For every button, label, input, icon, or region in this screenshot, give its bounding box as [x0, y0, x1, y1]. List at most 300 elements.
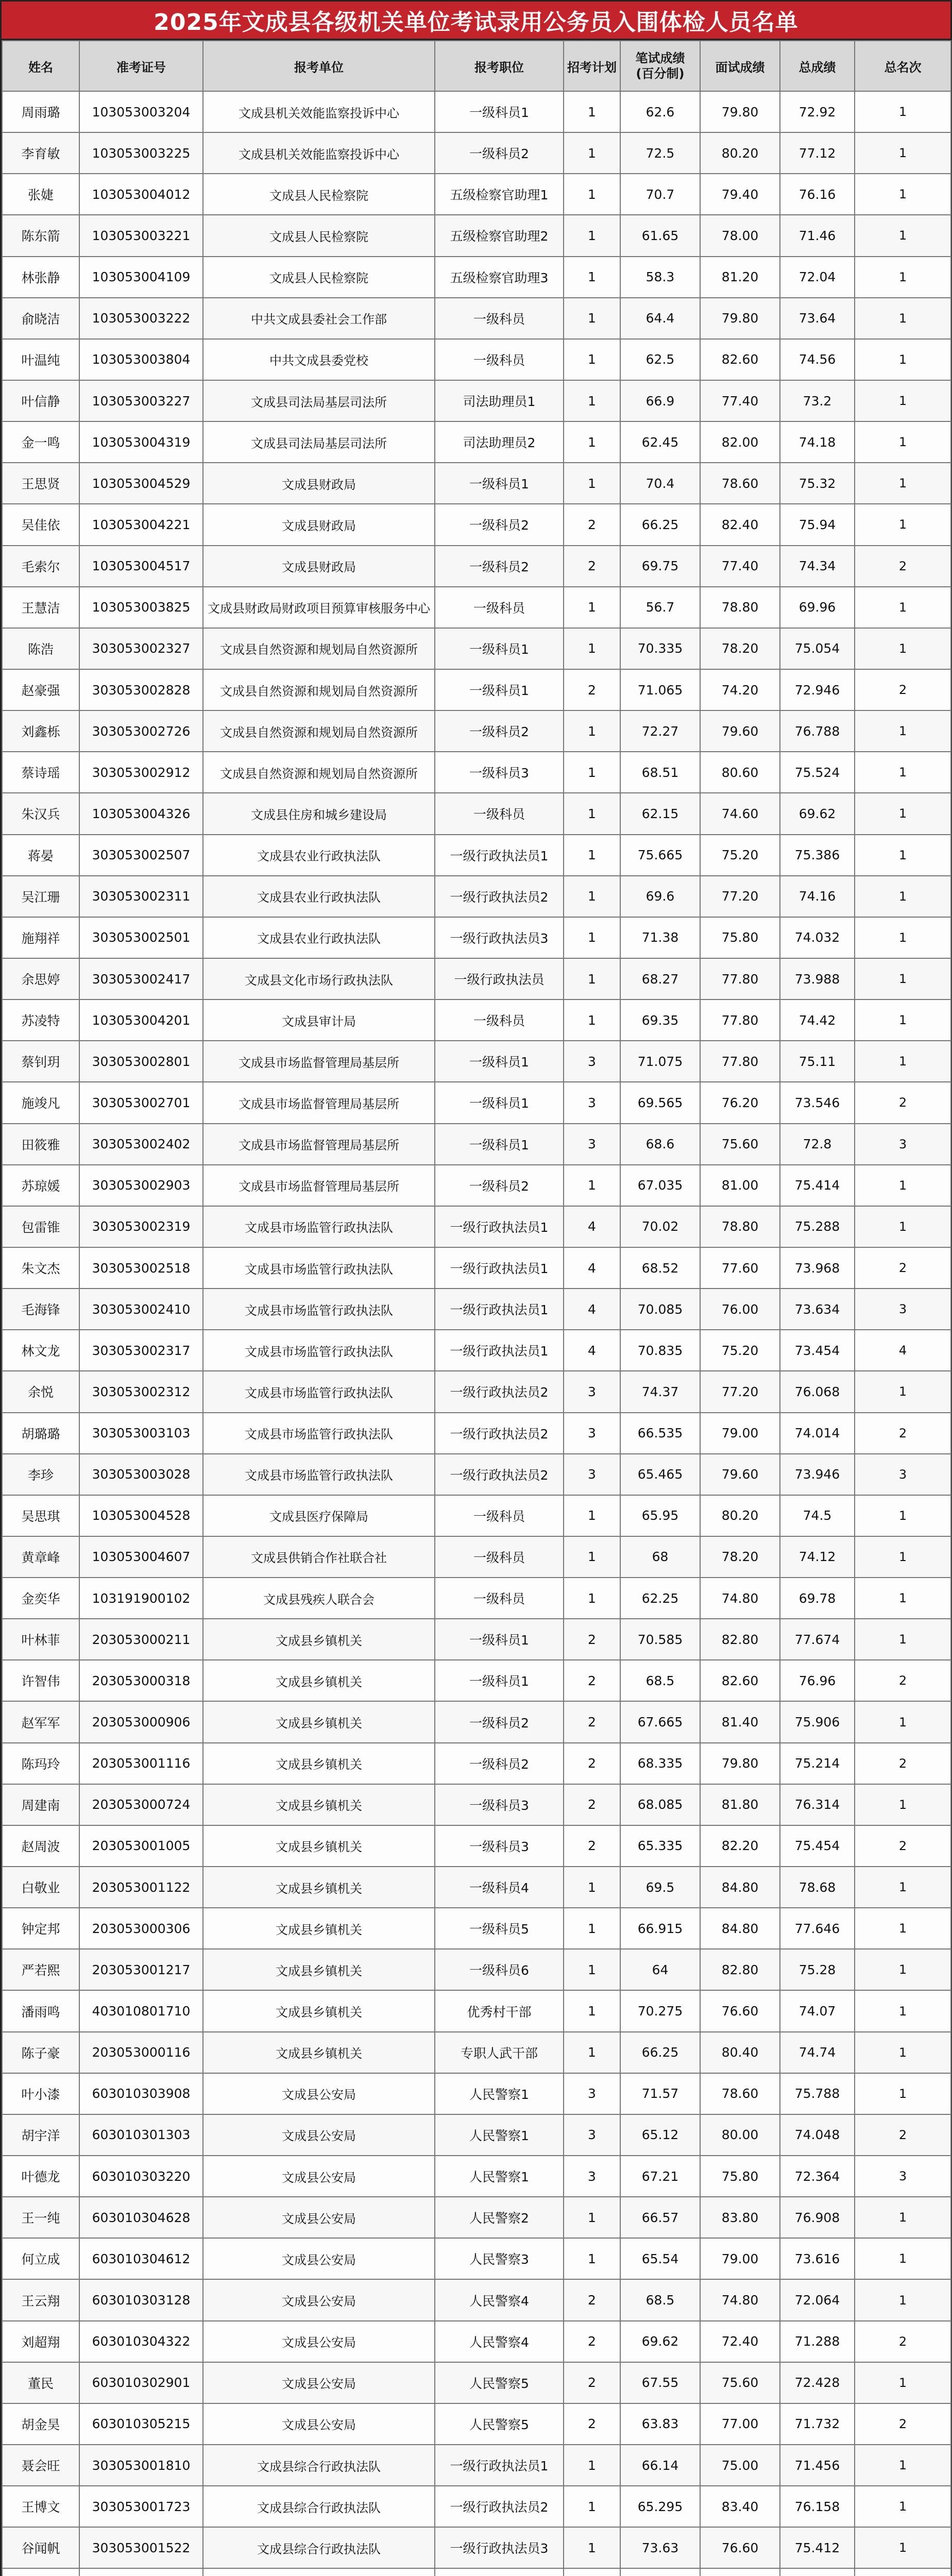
cell-rank: 4	[855, 1330, 951, 1371]
cell-unit: 文成县自然资源和规划局自然资源所	[203, 710, 435, 752]
table-row	[2, 174, 951, 215]
cell-written-score: 66.25	[620, 504, 700, 545]
cell-interview-score: 75.60	[700, 1124, 780, 1165]
cell-interview-score: 81.20	[700, 257, 780, 298]
table-row	[2, 1660, 951, 1701]
cell-plan: 1	[564, 2486, 620, 2527]
cell-written-score: 70.835	[620, 1330, 700, 1371]
header-rank: 总名次	[855, 41, 951, 91]
cell-total-score: 73.64	[780, 298, 855, 339]
cell-written-score: 67.035	[620, 1165, 700, 1206]
cell-unit: 文成县市场监督管理局基层所	[203, 1082, 435, 1123]
cell-unit: 文成县综合行政执法队	[203, 2486, 435, 2527]
cell-plan: 1	[564, 463, 620, 504]
cell-plan: 1	[564, 1990, 620, 2031]
cell-position: 一级科员1	[435, 1619, 564, 1660]
cell-total-score: 73.988	[780, 958, 855, 999]
cell-plan: 2	[564, 1619, 620, 1660]
cell-written-score: 56.7	[620, 587, 700, 628]
cell-total-score: 76.908	[780, 2197, 855, 2238]
page-title: 2025年文成县各级机关单位考试录用公务员入围体检人员名单	[2, 2, 950, 40]
cell-total-score: 74.16	[780, 876, 855, 917]
cell-position: 一级科员	[435, 1578, 564, 1619]
cell-position: 一级科员1	[435, 463, 564, 504]
table-row	[2, 1330, 951, 1371]
table-row	[2, 1701, 951, 1742]
cell-written-score: 71.57	[620, 2073, 700, 2114]
cell-plan: 3	[564, 1124, 620, 1165]
cell-name: 黄章峰	[2, 1536, 79, 1578]
cell-position: 优秀村干部	[435, 1990, 564, 2031]
cell-written-score: 69.5	[620, 1867, 700, 1908]
cell-position: 一级科员	[435, 999, 564, 1041]
cell-name: 苏琼媛	[2, 1165, 79, 1206]
cell-interview-score: 78.00	[700, 215, 780, 256]
cell-rank: 1	[855, 132, 951, 174]
cell-total-score: 75.11	[780, 1041, 855, 1082]
cell-exam-id: 603010303128	[79, 2279, 203, 2320]
cell-total-score: 71.288	[780, 2321, 855, 2362]
cell-exam-id: 603010303220	[79, 2156, 203, 2197]
cell-written-score: 65.335	[620, 1825, 700, 1867]
cell-name: 余思婷	[2, 958, 79, 999]
cell-plan: 2	[564, 1660, 620, 1701]
cell-position: 一级行政执法员1	[435, 1206, 564, 1247]
cell-rank: 2	[855, 1247, 951, 1289]
cell-total-score	[780, 2568, 855, 2576]
cell-rank: 1	[855, 2445, 951, 2486]
cell-exam-id	[79, 2568, 203, 2576]
cell-exam-id: 603010304612	[79, 2238, 203, 2279]
cell-position: 一级科员	[435, 1536, 564, 1578]
cell-rank: 1	[855, 1578, 951, 1619]
cell-plan: 1	[564, 339, 620, 380]
cell-position: 一级科员	[435, 298, 564, 339]
cell-total-score: 74.42	[780, 999, 855, 1041]
cell-exam-id: 303053002518	[79, 1247, 203, 1289]
cell-exam-id: 103053004326	[79, 793, 203, 834]
cell-interview-score: 82.00	[700, 421, 780, 463]
header-position: 报考职位	[435, 41, 564, 91]
cell-unit: 文成县公安局	[203, 2321, 435, 2362]
cell-plan: 3	[564, 1413, 620, 1454]
cell-plan: 1	[564, 2032, 620, 2073]
cell-name: 余悦	[2, 1371, 79, 1412]
cell-total-score: 75.214	[780, 1743, 855, 1784]
cell-total-score: 72.064	[780, 2279, 855, 2320]
cell-interview-score: 77.80	[700, 999, 780, 1041]
cell-rank: 1	[855, 876, 951, 917]
table-row	[2, 2486, 951, 2527]
cell-unit: 文成县机关效能监察投诉中心	[203, 91, 435, 132]
table-row	[2, 1247, 951, 1289]
table-row	[2, 1743, 951, 1784]
cell-exam-id: 303053002507	[79, 835, 203, 876]
cell-name: 赵豪强	[2, 669, 79, 710]
cell-exam-id: 303053001522	[79, 2527, 203, 2568]
cell-name: 王思贤	[2, 463, 79, 504]
cell-interview-score: 80.60	[700, 752, 780, 793]
cell-written-score: 68.51	[620, 752, 700, 793]
table-row	[2, 2238, 951, 2279]
cell-position: 一级科员1	[435, 628, 564, 669]
cell-written-score: 66.14	[620, 2445, 700, 2486]
cell-exam-id: 203053001217	[79, 1949, 203, 1990]
cell-total-score: 74.34	[780, 546, 855, 587]
cell-position: 一级科员2	[435, 1165, 564, 1206]
cell-plan: 1	[564, 1495, 620, 1536]
cell-exam-id: 403010801710	[79, 1990, 203, 2031]
header-interview: 面试成绩	[700, 41, 780, 91]
cell-plan: 1	[564, 132, 620, 174]
cell-unit: 文成县财政局	[203, 546, 435, 587]
table-row	[2, 752, 951, 793]
cell-written-score: 70.4	[620, 463, 700, 504]
cell-name: 周雨璐	[2, 91, 79, 132]
cell-rank: 1	[855, 752, 951, 793]
cell-unit: 文成县乡镇机关	[203, 1784, 435, 1825]
table-row	[2, 1536, 951, 1578]
cell-name: 毛索尔	[2, 546, 79, 587]
cell-position: 人民警察2	[435, 2197, 564, 2238]
cell-interview-score: 76.60	[700, 1990, 780, 2031]
cell-written-score: 65.95	[620, 1495, 700, 1536]
table-row	[2, 1082, 951, 1123]
cell-exam-id: 303053002417	[79, 958, 203, 999]
cell-unit: 文成县乡镇机关	[203, 1660, 435, 1701]
cell-position: 一级行政执法员1	[435, 1330, 564, 1371]
cell-total-score: 78.68	[780, 1867, 855, 1908]
cell-interview-score: 81.00	[700, 1165, 780, 1206]
cell-interview-score: 84.80	[700, 1908, 780, 1949]
cell-unit: 文成县人民检察院	[203, 257, 435, 298]
cell-interview-score: 79.60	[700, 710, 780, 752]
cell-plan: 1	[564, 999, 620, 1041]
cell-unit: 文成县公安局	[203, 2403, 435, 2445]
cell-unit: 文成县公安局	[203, 2114, 435, 2156]
cell-interview-score: 75.80	[700, 917, 780, 958]
cell-plan: 2	[564, 2362, 620, 2403]
cell-written-score: 72.27	[620, 710, 700, 752]
table-row	[2, 1289, 951, 1330]
cell-interview-score: 72.40	[700, 2321, 780, 2362]
cell-position: 一级行政执法员2	[435, 1413, 564, 1454]
cell-name: 赵周波	[2, 1825, 79, 1867]
cell-rank: 1	[855, 504, 951, 545]
table-row	[2, 380, 951, 421]
table-row	[2, 1371, 951, 1412]
cell-name: 朱汉兵	[2, 793, 79, 834]
cell-rank: 1	[855, 1371, 951, 1412]
cell-rank: 1	[855, 1536, 951, 1578]
cell-rank: 1	[855, 2073, 951, 2114]
cell-position: 一级行政执法员1	[435, 2445, 564, 2486]
cell-unit: 文成县市场监管行政执法队	[203, 1413, 435, 1454]
table-row	[2, 91, 951, 132]
cell-total-score: 71.46	[780, 215, 855, 256]
cell-name: 蔡钊玥	[2, 1041, 79, 1082]
cell-unit: 文成县供销合作社联合社	[203, 1536, 435, 1578]
cell-exam-id: 203053000116	[79, 2032, 203, 2073]
cell-written-score: 68.5	[620, 2279, 700, 2320]
cell-plan: 1	[564, 587, 620, 628]
cell-written-score: 58.3	[620, 257, 700, 298]
header-exam-id: 准考证号	[79, 41, 203, 91]
cell-plan: 1	[564, 1949, 620, 1990]
cell-unit: 文成县自然资源和规划局自然资源所	[203, 669, 435, 710]
cell-name: 叶林菲	[2, 1619, 79, 1660]
cell-written-score: 70.7	[620, 174, 700, 215]
cell-interview-score: 83.80	[700, 2197, 780, 2238]
cell-written-score: 69.6	[620, 876, 700, 917]
cell-interview-score: 82.80	[700, 1619, 780, 1660]
cell-interview-score: 77.20	[700, 876, 780, 917]
cell-written-score: 67.21	[620, 2156, 700, 2197]
cell-position	[435, 2568, 564, 2576]
cell-total-score: 74.12	[780, 1536, 855, 1578]
cell-name: 董民	[2, 2362, 79, 2403]
cell-position: 人民警察1	[435, 2156, 564, 2197]
cell-name: 王慧洁	[2, 587, 79, 628]
cell-name: 严若熙	[2, 1949, 79, 1990]
cell-rank: 1	[855, 1949, 951, 1990]
cell-written-score: 63.83	[620, 2403, 700, 2445]
cell-written-score: 62.15	[620, 793, 700, 834]
cell-rank: 1	[855, 1619, 951, 1660]
cell-exam-id: 103053004319	[79, 421, 203, 463]
cell-plan: 1	[564, 1867, 620, 1908]
cell-written-score: 75.665	[620, 835, 700, 876]
cell-interview-score: 77.20	[700, 1371, 780, 1412]
cell-written-score: 65.54	[620, 2238, 700, 2279]
table-body	[2, 91, 951, 2576]
cell-plan: 1	[564, 917, 620, 958]
cell-position: 一级科员	[435, 1495, 564, 1536]
cell-written-score: 73.63	[620, 2527, 700, 2568]
cell-written-score: 66.25	[620, 2032, 700, 2073]
cell-exam-id: 203053001005	[79, 1825, 203, 1867]
cell-rank: 1	[855, 917, 951, 958]
cell-name: 白敬业	[2, 1867, 79, 1908]
header-name: 姓名	[2, 41, 79, 91]
cell-written-score: 64	[620, 1949, 700, 1990]
table-row	[2, 2445, 951, 2486]
cell-total-score: 71.456	[780, 2445, 855, 2486]
cell-rank: 1	[855, 339, 951, 380]
cell-exam-id: 103053003221	[79, 215, 203, 256]
cell-name: 蔡诗瑶	[2, 752, 79, 793]
cell-exam-id: 103191900102	[79, 1578, 203, 1619]
cell-position: 一级科员2	[435, 1743, 564, 1784]
cell-exam-id: 103053003222	[79, 298, 203, 339]
cell-unit: 文成县综合行政执法队	[203, 2527, 435, 2568]
table-row	[2, 1784, 951, 1825]
cell-position: 一级科员	[435, 793, 564, 834]
cell-plan: 1	[564, 1536, 620, 1578]
cell-plan: 2	[564, 1743, 620, 1784]
cell-name: 王一纯	[2, 2197, 79, 2238]
cell-interview-score: 75.20	[700, 1330, 780, 1371]
cell-total-score: 69.62	[780, 793, 855, 834]
cell-name: 陈浩	[2, 628, 79, 669]
cell-exam-id: 303053003028	[79, 1454, 203, 1495]
cell-plan: 2	[564, 546, 620, 587]
cell-plan: 4	[564, 1206, 620, 1247]
cell-interview-score: 79.40	[700, 174, 780, 215]
cell-unit: 文成县文化市场行政执法队	[203, 958, 435, 999]
table-row	[2, 958, 951, 999]
table-row	[2, 132, 951, 174]
cell-unit: 文成县乡镇机关	[203, 2032, 435, 2073]
cell-rank: 2	[855, 1743, 951, 1784]
cell-unit: 文成县市场监管行政执法队	[203, 1247, 435, 1289]
cell-exam-id: 303053002726	[79, 710, 203, 752]
table-row	[2, 587, 951, 628]
cell-unit: 中共文成县委党校	[203, 339, 435, 380]
cell-name	[2, 2568, 79, 2576]
cell-written-score: 68.6	[620, 1124, 700, 1165]
cell-rank: 1	[855, 710, 951, 752]
table-row	[2, 2279, 951, 2320]
cell-total-score: 75.288	[780, 1206, 855, 1247]
cell-name: 吴江珊	[2, 876, 79, 917]
table-row	[2, 1908, 951, 1949]
cell-rank: 1	[855, 298, 951, 339]
cell-name: 叶温纯	[2, 339, 79, 380]
cell-plan	[564, 2568, 620, 2576]
cell-rank: 1	[855, 958, 951, 999]
cell-rank: 2	[855, 546, 951, 587]
cell-exam-id: 103053003225	[79, 132, 203, 174]
cell-rank: 1	[855, 1990, 951, 2031]
cell-total-score: 77.674	[780, 1619, 855, 1660]
cell-position: 人民警察3	[435, 2238, 564, 2279]
cell-name: 苏凌特	[2, 999, 79, 1041]
cell-exam-id: 303053002311	[79, 876, 203, 917]
cell-total-score: 72.428	[780, 2362, 855, 2403]
cell-interview-score: 78.60	[700, 463, 780, 504]
cell-interview-score: 82.60	[700, 1660, 780, 1701]
cell-exam-id: 203053000724	[79, 1784, 203, 1825]
cell-total-score: 69.96	[780, 587, 855, 628]
cell-rank: 2	[855, 1082, 951, 1123]
cell-total-score: 72.04	[780, 257, 855, 298]
cell-written-score: 66.915	[620, 1908, 700, 1949]
cell-written-score: 70.02	[620, 1206, 700, 1247]
cell-unit: 中共文成县委社会工作部	[203, 298, 435, 339]
cell-rank: 2	[855, 2321, 951, 2362]
cell-written-score: 62.25	[620, 1578, 700, 1619]
cell-unit: 文成县市场监督管理局基层所	[203, 1165, 435, 1206]
cell-interview-score: 79.80	[700, 298, 780, 339]
cell-name: 毛海锋	[2, 1289, 79, 1330]
cell-rank: 1	[855, 1041, 951, 1082]
table-row	[2, 421, 951, 463]
cell-unit: 文成县农业行政执法队	[203, 876, 435, 917]
cell-exam-id: 103053003227	[79, 380, 203, 421]
cell-plan: 1	[564, 257, 620, 298]
cell-position: 一级科员2	[435, 504, 564, 545]
cell-name: 潘雨鸣	[2, 1990, 79, 2031]
cell-name: 俞晓洁	[2, 298, 79, 339]
table-row	[2, 2362, 951, 2403]
header-written-line1: 笔试成绩	[635, 51, 685, 65]
cell-unit: 文成县自然资源和规划局自然资源所	[203, 628, 435, 669]
cell-unit: 文成县乡镇机关	[203, 1743, 435, 1784]
cell-written-score: 70.275	[620, 1990, 700, 2031]
cell-total-score: 72.364	[780, 2156, 855, 2197]
cell-rank: 1	[855, 2362, 951, 2403]
cell-position: 人民警察5	[435, 2403, 564, 2445]
cell-unit: 文成县财政局	[203, 504, 435, 545]
cell-position: 人民警察4	[435, 2279, 564, 2320]
cell-interview-score: 82.60	[700, 339, 780, 380]
table-row	[2, 298, 951, 339]
table-row	[2, 2321, 951, 2362]
table-row	[2, 1949, 951, 1990]
cell-rank: 1	[855, 1495, 951, 1536]
cell-plan: 3	[564, 2156, 620, 2197]
cell-written-score: 66.535	[620, 1413, 700, 1454]
cell-rank: 1	[855, 835, 951, 876]
cell-rank: 2	[855, 2403, 951, 2445]
cell-name: 金奕华	[2, 1578, 79, 1619]
cell-unit: 文成县乡镇机关	[203, 1701, 435, 1742]
cell-total-score: 73.546	[780, 1082, 855, 1123]
cell-name: 金一鸣	[2, 421, 79, 463]
cell-unit: 文成县财政局财政项目预算审核服务中心	[203, 587, 435, 628]
cell-plan: 2	[564, 1825, 620, 1867]
cell-name: 吴思琪	[2, 1495, 79, 1536]
cell-total-score: 74.18	[780, 421, 855, 463]
cell-plan: 4	[564, 1247, 620, 1289]
table-row	[2, 999, 951, 1041]
cell-written-score: 71.075	[620, 1041, 700, 1082]
cell-unit	[203, 2568, 435, 2576]
cell-rank: 1	[855, 628, 951, 669]
cell-rank: 1	[855, 999, 951, 1041]
cell-written-score: 70.335	[620, 628, 700, 669]
cell-unit: 文成县自然资源和规划局自然资源所	[203, 752, 435, 793]
cell-name: 周建南	[2, 1784, 79, 1825]
cell-position: 一级行政执法员3	[435, 917, 564, 958]
cell-plan: 3	[564, 2073, 620, 2114]
cell-total-score: 71.732	[780, 2403, 855, 2445]
cell-exam-id: 203053000306	[79, 1908, 203, 1949]
cell-plan: 2	[564, 2321, 620, 2362]
cell-unit: 文成县审计局	[203, 999, 435, 1041]
table-row	[2, 1413, 951, 1454]
cell-rank: 1	[855, 174, 951, 215]
cell-written-score: 65.295	[620, 2486, 700, 2527]
cell-position: 专职人武干部	[435, 2032, 564, 2073]
cell-rank: 1	[855, 2279, 951, 2320]
table-row	[2, 917, 951, 958]
cell-exam-id: 603010301303	[79, 2114, 203, 2156]
cell-written-score: 70.585	[620, 1619, 700, 1660]
cell-total-score: 75.94	[780, 504, 855, 545]
cell-exam-id: 203053001122	[79, 1867, 203, 1908]
cell-plan: 3	[564, 1041, 620, 1082]
cell-plan: 1	[564, 2527, 620, 2568]
cell-plan: 2	[564, 1784, 620, 1825]
cell-unit: 文成县市场监督管理局基层所	[203, 1124, 435, 1165]
cell-plan: 3	[564, 1082, 620, 1123]
cell-interview-score: 81.40	[700, 1701, 780, 1742]
cell-written-score: 62.5	[620, 339, 700, 380]
table-row	[2, 339, 951, 380]
candidate-table	[2, 40, 951, 2576]
